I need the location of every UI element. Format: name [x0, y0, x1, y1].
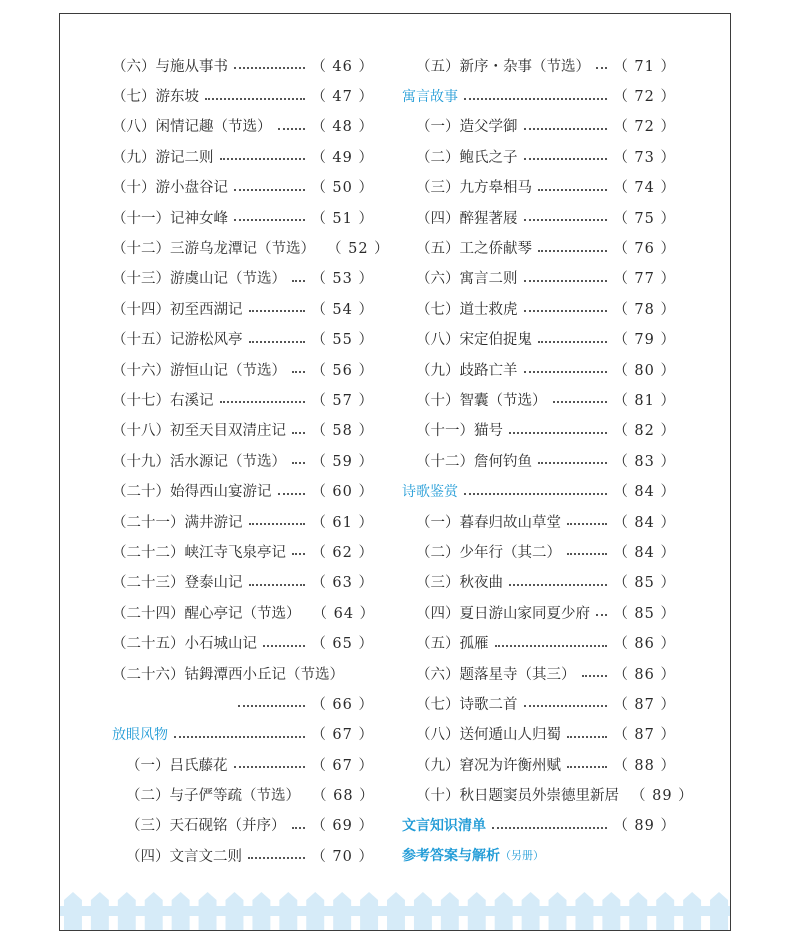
fence-picket	[252, 892, 270, 930]
toc-page-number: （ 49 ）	[311, 149, 374, 166]
toc-entry-title: （九）窘况为许衡州赋	[416, 757, 561, 774]
toc-entry-title: （六）寓言二则	[416, 271, 518, 288]
leader-dots	[524, 128, 608, 130]
leader-dots	[524, 280, 608, 282]
leader-dots	[292, 280, 305, 282]
leader-dots	[263, 645, 305, 647]
toc-page-number: （ 89 ）	[613, 818, 676, 835]
toc-entry-title: （四）夏日游山家同夏少府	[416, 605, 590, 622]
leader-dots	[538, 462, 607, 464]
toc-page-number: （ 82 ）	[613, 423, 676, 440]
toc-page-number: （ 87 ）	[613, 727, 676, 744]
toc-page-number: （ 67 ）	[311, 727, 374, 744]
toc-entry	[112, 232, 390, 262]
toc-entry	[112, 50, 374, 80]
leader-dots	[567, 736, 607, 738]
toc-entry	[402, 111, 676, 141]
toc-entry-title: （二十四）醒心亭记（节选）	[112, 605, 301, 622]
toc-entry	[112, 567, 374, 597]
toc-page	[59, 13, 731, 931]
toc-entry-title: （二十一）满井游记	[112, 514, 243, 531]
fence-picket	[629, 892, 647, 930]
leader-dots	[205, 98, 305, 100]
toc-entry	[112, 779, 374, 809]
leader-dots	[249, 310, 306, 312]
toc-section-title: 诗歌鉴赏	[402, 483, 458, 500]
toc-page-number: （ 64 ）	[312, 605, 376, 622]
fence-picket	[522, 892, 540, 930]
toc-entry	[402, 354, 676, 384]
fence-picket	[91, 892, 109, 930]
toc-entry-title: （二十六）钴鉧潭西小丘记（节选）	[112, 666, 344, 683]
toc-page-number: （ 75 ）	[613, 210, 676, 227]
toc-entry	[402, 840, 676, 870]
toc-entry-title: （三）秋夜曲	[416, 575, 503, 592]
toc-section-title: 文言知识清单	[402, 817, 486, 834]
toc-page-number: （ 65 ）	[311, 636, 374, 653]
toc-page-number: （ 54 ）	[311, 301, 374, 318]
toc-entry	[402, 627, 676, 657]
leader-dots	[495, 645, 608, 647]
toc-page-number: （ 51 ）	[311, 210, 374, 227]
toc-entry	[112, 141, 374, 171]
leader-dots	[596, 67, 607, 69]
toc-entry-title: （十七）右溪记	[112, 392, 214, 409]
leader-dots	[524, 705, 608, 707]
toc-page-number: （ 84 ）	[613, 544, 676, 561]
leader-dots	[238, 705, 305, 707]
toc-entry-title: （十三）游虞山记（节选）	[112, 271, 286, 288]
leader-dots	[524, 219, 608, 221]
toc-entry	[112, 840, 374, 870]
toc-page-number: （ 85 ）	[613, 575, 676, 592]
toc-page-number: （ 58 ）	[311, 423, 374, 440]
toc-entry	[402, 232, 676, 262]
toc-entry-title: （二）少年行（其二）	[416, 544, 561, 561]
fence-picket	[575, 892, 593, 930]
leader-dots	[524, 371, 608, 373]
toc-page-number: （ 74 ）	[613, 180, 676, 197]
leader-dots	[567, 766, 607, 768]
toc-page-number: （ 79 ）	[613, 332, 676, 349]
toc-entry	[402, 141, 676, 171]
toc-entry-title: （十二）詹何钓鱼	[416, 453, 532, 470]
toc-entry-title: （一）吕氏藤花	[126, 757, 228, 774]
toc-section-title: 寓言故事	[402, 88, 458, 105]
leader-dots	[220, 401, 306, 403]
toc-entry-title: （十四）初至西湖记	[112, 301, 243, 318]
toc-entry	[402, 475, 676, 505]
toc-entry	[402, 719, 676, 749]
toc-entry	[112, 80, 374, 110]
toc-entry	[402, 567, 676, 597]
leader-dots	[278, 128, 306, 130]
toc-entry	[112, 384, 374, 414]
toc-entry-title: （七）诗歌二首	[416, 696, 518, 713]
toc-entry-title: （七）游东坡	[112, 89, 199, 106]
toc-page-number: （ 78 ）	[613, 301, 676, 318]
toc-entry	[402, 779, 694, 809]
toc-entry	[112, 475, 374, 505]
toc-entry	[112, 688, 374, 718]
toc-entry	[112, 354, 374, 384]
toc-entry-title: （四）醉猩著屐	[416, 210, 518, 227]
fence-picket	[549, 892, 567, 930]
toc-page-number: （ 86 ）	[613, 666, 676, 683]
toc-entry-title: （六）题落星寺（其三）	[416, 666, 576, 683]
fence-picket	[118, 892, 136, 930]
toc-page-number: （ 50 ）	[311, 180, 374, 197]
toc-entry	[112, 172, 374, 202]
toc-entry-title: （十九）活水源记（节选）	[112, 453, 286, 470]
toc-entry-title: （五）孤雁	[416, 636, 489, 653]
toc-entry	[112, 324, 374, 354]
toc-entry-title: （十五）记游松风亭	[112, 332, 243, 349]
toc-entry-title: （五）新序・杂事（节选）	[416, 58, 590, 75]
toc-page-number: （ 73 ）	[613, 149, 676, 166]
toc-page-number: （ 81 ）	[613, 392, 676, 409]
leader-dots	[538, 250, 607, 252]
leader-dots	[174, 736, 305, 738]
toc-entry	[112, 719, 374, 749]
fence-picket	[226, 892, 244, 930]
toc-entry-title: （六）与施从事书	[112, 58, 228, 75]
leader-dots	[538, 341, 607, 343]
toc-page-number: （ 84 ）	[613, 484, 676, 501]
toc-entry	[402, 293, 676, 323]
toc-entry	[402, 50, 676, 80]
toc-page-number: （ 87 ）	[613, 696, 676, 713]
toc-entry	[112, 749, 374, 779]
toc-entry-note: （另册）	[500, 849, 544, 863]
fence-picket	[145, 892, 163, 930]
toc-entry-title: （十）游小盘谷记	[112, 180, 228, 197]
toc-page-number: （ 76 ）	[613, 241, 676, 258]
toc-page-number: （ 52 ）	[327, 241, 390, 258]
leader-dots	[234, 219, 305, 221]
toc-page-number: （ 48 ）	[311, 119, 374, 136]
leader-dots	[292, 553, 305, 555]
fence-picket	[360, 892, 378, 930]
toc-entry-title: （十一）记神女峰	[112, 210, 228, 227]
leader-dots	[292, 827, 306, 829]
toc-entry-title: （十一）猫号	[416, 423, 503, 440]
toc-entry-title: （二）与子俨等疏（节选）	[126, 788, 300, 805]
toc-entry	[112, 202, 374, 232]
toc-page-number: （ 62 ）	[311, 544, 374, 561]
toc-entry-title: （一）造父学御	[416, 119, 518, 136]
toc-page-number: （ 59 ）	[311, 453, 374, 470]
fence-picket	[199, 892, 217, 930]
leader-dots	[292, 371, 305, 373]
toc-page-number: （ 85 ）	[613, 605, 676, 622]
leader-dots	[220, 158, 306, 160]
fence-picket	[172, 892, 190, 930]
leader-dots	[567, 553, 607, 555]
toc-entry-title: （十八）初至天目双清庄记	[112, 423, 286, 440]
leader-dots	[234, 67, 305, 69]
toc-entry	[112, 263, 374, 293]
toc-page-number: （ 77 ）	[613, 271, 676, 288]
fence-picket	[441, 892, 459, 930]
toc-page-number: （ 47 ）	[311, 89, 374, 106]
fence-picket	[683, 892, 701, 930]
toc-page-number: （ 80 ）	[613, 362, 676, 379]
toc-page-number: （ 72 ）	[613, 89, 676, 106]
toc-left-column	[112, 50, 390, 871]
toc-page-number: （ 63 ）	[311, 575, 374, 592]
toc-entry	[402, 80, 676, 110]
leader-dots	[464, 98, 607, 100]
toc-entry	[402, 263, 676, 293]
leader-dots	[524, 158, 608, 160]
toc-entry	[402, 172, 676, 202]
toc-page-number: （ 60 ）	[311, 484, 374, 501]
fence-picket	[279, 892, 297, 930]
toc-entry-title: （三）九方皋相马	[416, 180, 532, 197]
toc-entry-title: （二）鲍氏之子	[416, 149, 518, 166]
toc-entry	[402, 506, 676, 536]
leader-dots	[524, 310, 608, 312]
toc-page-number: （ 86 ）	[613, 636, 676, 653]
toc-entry-title: （九）游记二则	[112, 149, 214, 166]
toc-entry-title: （四）文言文二则	[126, 848, 242, 865]
toc-entry	[112, 293, 374, 323]
toc-page-number: （ 46 ）	[311, 58, 374, 75]
leader-dots	[234, 189, 305, 191]
fence-picket	[387, 892, 405, 930]
toc-right-column	[402, 50, 694, 871]
toc-page-number: （ 57 ）	[311, 392, 374, 409]
toc-page-number: （ 71 ）	[613, 58, 676, 75]
toc-entry-title: （八）闲情记趣（节选）	[112, 119, 272, 136]
toc-entry-title: （二十）始得西山宴游记	[112, 484, 272, 501]
toc-entry-title: （十六）游恒山记（节选）	[112, 362, 286, 379]
fence-picket	[602, 892, 620, 930]
decorative-fence-footer	[60, 892, 730, 930]
leader-dots	[292, 432, 305, 434]
toc-entry-title: （二十五）小石城山记	[112, 636, 257, 653]
toc-entry-title: （八）宋定伯捉鬼	[416, 332, 532, 349]
toc-entry-title: （二十二）峡江寺飞泉亭记	[112, 544, 286, 561]
leader-dots	[249, 523, 306, 525]
toc-entry	[112, 658, 374, 688]
leader-dots	[582, 675, 608, 677]
leader-dots	[292, 462, 305, 464]
toc-entry-title: （十二）三游乌龙潭记（节选）	[112, 241, 315, 258]
fence-picket	[710, 892, 728, 930]
toc-entry	[112, 445, 374, 475]
toc-entry	[402, 810, 676, 840]
fence-picket	[306, 892, 324, 930]
toc-entry	[112, 627, 374, 657]
toc-entry	[402, 597, 676, 627]
fence-picket	[495, 892, 513, 930]
toc-page-number: （ 66 ）	[311, 696, 374, 713]
fence-picket	[414, 892, 432, 930]
toc-entry	[112, 536, 374, 566]
toc-entry	[402, 658, 676, 688]
leader-dots	[278, 493, 306, 495]
toc-page-number: （ 55 ）	[311, 332, 374, 349]
toc-page-number: （ 84 ）	[613, 514, 676, 531]
fence-picket	[64, 892, 82, 930]
leader-dots	[553, 401, 608, 403]
toc-entry-title: （八）送何遁山人归蜀	[416, 727, 561, 744]
toc-page-number: （ 68 ）	[312, 788, 375, 805]
toc-entry-title: （三）天石砚铭（并序）	[126, 818, 286, 835]
toc-page-number: （ 56 ）	[311, 362, 374, 379]
leader-dots	[538, 189, 607, 191]
leader-dots	[567, 523, 607, 525]
toc-entry	[402, 445, 676, 475]
fence-picket	[656, 892, 674, 930]
toc-page-number: （ 69 ）	[311, 818, 374, 835]
toc-entry	[112, 111, 374, 141]
toc-section-title: 放眼风物	[112, 726, 168, 743]
toc-entry	[402, 202, 676, 232]
leader-dots	[492, 827, 607, 829]
toc-entry-title: （一）暮春归故山草堂	[416, 514, 561, 531]
toc-entry-title: （二十三）登泰山记	[112, 575, 243, 592]
toc-entry	[402, 384, 676, 414]
leader-dots	[596, 614, 607, 616]
toc-page-number: （ 53 ）	[311, 271, 374, 288]
toc-page-number: （ 67 ）	[311, 757, 374, 774]
toc-entry	[112, 506, 374, 536]
toc-entry-title: （九）歧路亡羊	[416, 362, 518, 379]
toc-entry	[402, 688, 676, 718]
toc-page-number: （ 89 ）	[631, 788, 694, 805]
toc-entry-title: （十）秋日题窦员外崇德里新居	[416, 788, 619, 805]
toc-entry	[402, 536, 676, 566]
toc-entry	[112, 597, 374, 627]
leader-dots	[509, 584, 607, 586]
leader-dots	[249, 584, 306, 586]
toc-entry-title: （五）工之侨献琴	[416, 241, 532, 258]
toc-page-number: （ 70 ）	[311, 848, 374, 865]
fence-picket	[468, 892, 486, 930]
toc-entry	[112, 810, 374, 840]
toc-section-title: 参考答案与解析	[402, 848, 500, 865]
toc-entry	[112, 415, 374, 445]
leader-dots	[249, 341, 306, 343]
toc-entry	[402, 415, 676, 445]
fence-picket	[333, 892, 351, 930]
leader-dots	[234, 766, 306, 768]
toc-entry	[402, 749, 676, 779]
toc-page-number: （ 61 ）	[311, 514, 374, 531]
toc-page-number: （ 88 ）	[613, 757, 676, 774]
toc-page-number: （ 83 ）	[613, 453, 676, 470]
toc-entry-title: （十）智囊（节选）	[416, 392, 547, 409]
leader-dots	[464, 493, 607, 495]
leader-dots	[509, 432, 607, 434]
toc-entry-title: （七）道士救虎	[416, 301, 518, 318]
toc-entry	[402, 324, 676, 354]
toc-page-number: （ 72 ）	[613, 119, 676, 136]
leader-dots	[248, 857, 305, 859]
